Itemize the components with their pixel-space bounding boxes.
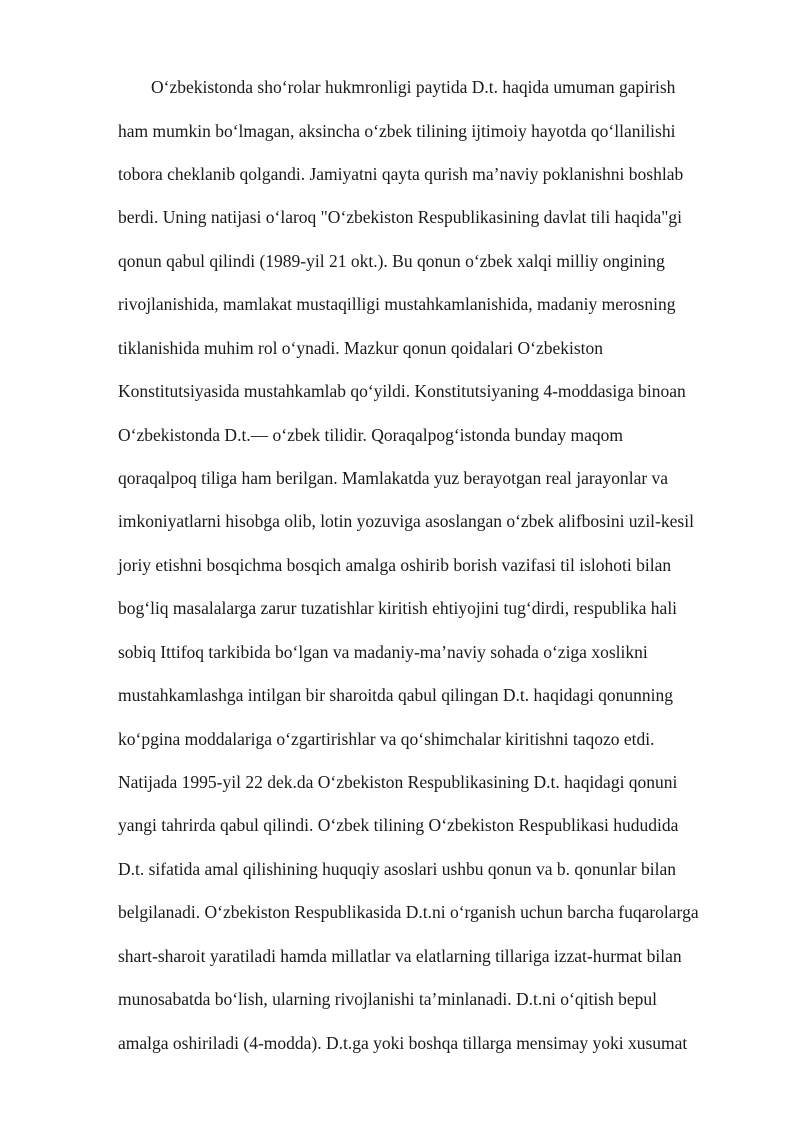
text-line: O‘zbekistonda sho‘rolar hukmronligi paytida D.t. haqida umuman gapirish	[151, 77, 676, 97]
text-line: ko‘pgina moddalariga o‘zgartirishlar va qo‘shimchalar kiritishni taqozo etdi.	[118, 729, 655, 749]
text-line: joriy etishni bosqichma bosqich amalga oshirib borish vazifasi til islohoti bilan	[118, 555, 672, 575]
text-line: qoraqalpoq tiliga ham berilgan. Mamlakatda yuz berayotgan real jarayonlar va	[118, 468, 669, 488]
text-line: imkoniyatlarni hisobga olib, lotin yozuviga asoslangan o‘zbek alifbosini uzil-kesil	[118, 511, 694, 531]
text-line: munosabatda bo‘lish, ularning rivojlanishi ta’minlanadi. D.t.ni o‘qitish bepul	[118, 989, 658, 1009]
text-line: bog‘liq masalalarga zarur tuzatishlar kiritish ehtiyojini tug‘dirdi, respublika hali	[118, 598, 678, 618]
text-line: belgilanadi. O‘zbekiston Respublikasida D.t.ni o‘rganish uchun barcha fuqarolarga	[118, 902, 699, 922]
text-line: qonun qabul qilindi (1989-yil 21 okt.). Bu qonun o‘zbek xalqi milliy ongining	[118, 251, 665, 271]
text-line: rivojlanishida, mamlakat mustaqilligi mustahkamlanishida, madaniy merosning	[118, 294, 676, 314]
text-line: berdi. Uning natijasi o‘laroq "O‘zbekiston Respublikasining davlat tili haqida"gi	[118, 207, 682, 227]
text-line: D.t. sifatida amal qilishining huquqiy asoslari ushbu qonun va b. qonunlar bilan	[118, 859, 676, 879]
text-line: sobiq Ittifoq tarkibida bo‘lgan va madaniy-ma’naviy sohada o‘ziga xoslikni	[118, 642, 648, 662]
text-line: amalga oshiriladi (4-modda). D.t.ga yoki boshqa tillarga mensimay yoki xusumat	[118, 1033, 688, 1053]
text-line: ham mumkin bo‘lmagan, aksincha o‘zbek tilining ijtimoiy hayotda qo‘llanilishi	[118, 121, 676, 141]
text-line: mustahkamlashga intilgan bir sharoitda qabul qilingan D.t. haqidagi qonunning	[118, 685, 674, 705]
text-line: O‘zbekistonda D.t.— o‘zbek tilidir. Qoraqalpog‘istonda bunday maqom	[118, 425, 623, 445]
text-line: shart-sharoit yaratiladi hamda millatlar va elatlarning tillariga izzat-hurmat bilan	[118, 946, 682, 966]
text-line: Konstitutsiyasida mustahkamlab qo‘yildi. Konstitutsiyaning 4-moddasiga binoan	[118, 381, 686, 401]
text-line: tobora cheklanib qolgandi. Jamiyatni qayta qurish ma’naviy poklanishni boshlab	[118, 164, 684, 184]
text-line: yangi tahrirda qabul qilindi. O‘zbek tilining O‘zbekiston Respublikasi hududida	[118, 815, 679, 835]
text-line: Natijada 1995-yil 22 dek.da O‘zbekiston Respublikasining D.t. haqidagi qonuni	[118, 772, 678, 792]
text-line: tiklanishida muhim rol o‘ynadi. Mazkur qonun qoidalari O‘zbekiston	[118, 338, 604, 358]
